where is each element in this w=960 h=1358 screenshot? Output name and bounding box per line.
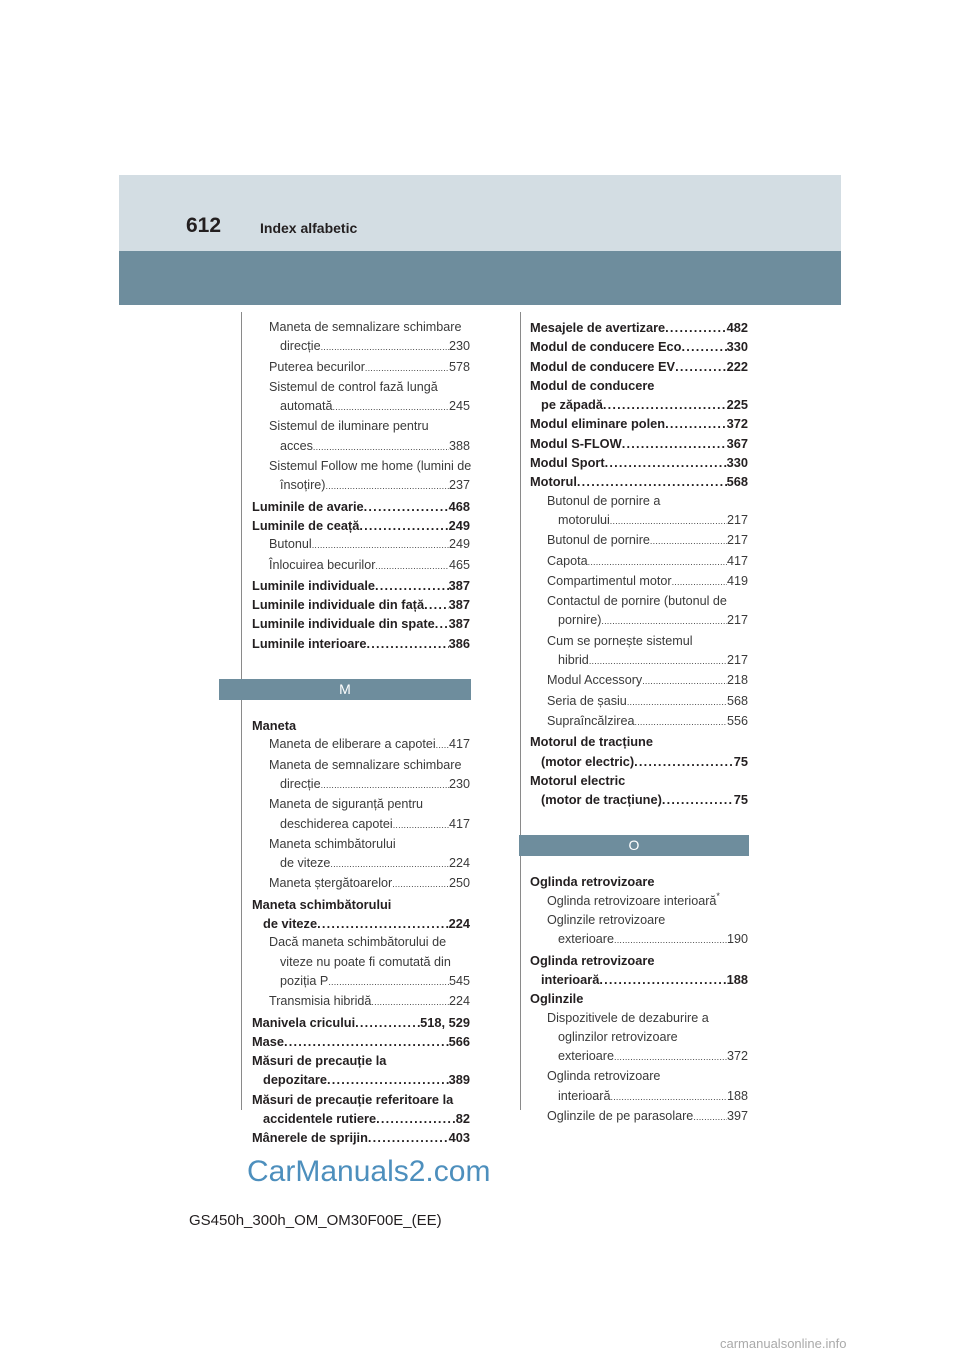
entry-text: Maneta ștergătoarelor (269, 876, 393, 891)
entry-text: pornire) (558, 613, 602, 628)
index-entry (252, 576, 470, 595)
index-entry (530, 1009, 748, 1068)
entry-text: (motor electric) (541, 753, 635, 769)
index-entry (252, 535, 470, 555)
entry-text: Compartimentul motor (547, 573, 672, 588)
dot-leader (601, 611, 727, 631)
index-entry (530, 712, 748, 732)
dot-leader (603, 395, 727, 414)
dot-leader (424, 595, 449, 614)
page-ref[interactable]: 403 (448, 1130, 470, 1146)
entry-text: Luminile individuale din față (252, 597, 425, 613)
index-entry (252, 595, 470, 614)
entry-text: Maneta de eliberare a capotei (269, 737, 436, 752)
entry-text: deschiderea capotei (280, 816, 393, 831)
page-ref[interactable]: 330 (726, 339, 748, 355)
page-ref[interactable]: 188 (726, 1088, 748, 1103)
index-entry (530, 771, 748, 810)
entry-text: Modul Sport (530, 455, 605, 471)
entry-text: Măsuri de precauție la (252, 1053, 387, 1069)
index-entry (252, 895, 470, 934)
entry-text: exterioare (558, 1049, 615, 1064)
entry-text: Oglinda retrovizoare (530, 952, 655, 968)
index-entry (252, 1032, 470, 1051)
index-list-l (252, 318, 470, 653)
index-entry (530, 632, 748, 672)
index-entry (252, 874, 470, 894)
dot-leader (436, 735, 449, 755)
index-entry (530, 434, 748, 453)
dot-leader (367, 634, 449, 653)
page-ref[interactable]: 224 (448, 856, 470, 871)
dot-leader (312, 535, 449, 555)
page-number: 612 (186, 214, 222, 237)
entry-text: exterioare (558, 932, 615, 947)
index-entry (530, 472, 748, 491)
dot-leader (642, 671, 727, 691)
entry-text: Măsuri de precauție referitoare la (252, 1091, 454, 1107)
page-ref[interactable]: 218 (726, 673, 748, 688)
entry-text: automată (280, 399, 333, 414)
entry-text: Luminile interioare (252, 635, 367, 651)
entry-text: pe zăpadă (541, 397, 603, 413)
entry-text: direcție (280, 776, 321, 791)
page-ref[interactable]: 249 (448, 537, 470, 552)
index-entry (252, 457, 470, 497)
entry-text: Motorul electric (530, 772, 626, 788)
entry-text: interioară (541, 971, 600, 987)
dot-leader (614, 1047, 727, 1067)
entry-text: de viteze (263, 916, 318, 932)
entry-text: Modul de conducere (530, 377, 655, 393)
page-ref[interactable]: 545 (448, 973, 470, 988)
dot-leader (599, 970, 726, 989)
index-entry (252, 516, 470, 535)
entry-text: Mase (252, 1033, 285, 1049)
entry-text: Butonul de pornire (547, 533, 650, 548)
site-watermark: carmanualsonline.info (720, 1336, 847, 1351)
index-entry (530, 592, 748, 632)
letter-heading-m: M (219, 679, 471, 700)
entry-text: Dispozitivele de dezaburire a (547, 1010, 709, 1025)
entry-text: accidentele rutiere (263, 1110, 377, 1126)
dot-leader (681, 337, 726, 356)
dot-leader (317, 914, 449, 933)
dot-leader (634, 752, 734, 771)
index-entry (530, 572, 748, 592)
dot-leader (589, 651, 727, 671)
entry-text: Modul de conducere EV (530, 358, 676, 374)
entry-text: Contactul de pornire (butonul de (547, 594, 727, 609)
entry-text: motorului (558, 512, 610, 527)
index-entry (530, 531, 748, 551)
entry-text: depozitare (263, 1072, 327, 1088)
entry-text: Butonul (269, 537, 312, 552)
index-entry (252, 992, 470, 1012)
entry-text: Sistemul Follow me home (lumini de (269, 459, 472, 474)
dot-leader (365, 358, 449, 378)
entry-text: Seria de șasiu (547, 693, 627, 708)
entry-text: Oglinzile (530, 991, 584, 1007)
entry-text: Sistemul de control fază lungă (269, 379, 438, 394)
dot-leader (605, 453, 727, 472)
page-ref[interactable]: 372 (726, 416, 748, 432)
index-entry (252, 735, 470, 755)
dot-leader (321, 775, 449, 795)
index-entry (252, 756, 470, 796)
dot-leader (326, 476, 449, 496)
entry-text: hibrid (558, 653, 589, 668)
entry-text: Maneta schimbătorului (252, 896, 392, 912)
entry-text: direcție (280, 339, 321, 354)
page-ref[interactable]: 224 (448, 916, 470, 932)
index-entry (530, 453, 748, 472)
index-entry (530, 872, 748, 891)
entry-text: Luminile de avarie (252, 498, 364, 514)
entry-text: Cum se pornește sistemul (547, 633, 693, 648)
dot-leader (665, 318, 726, 337)
page-ref[interactable]: 417 (726, 553, 748, 568)
entry-text: Motorul de tracțiune (530, 734, 653, 750)
index-entry (530, 492, 748, 532)
index-list-m (252, 716, 470, 1148)
dot-leader (577, 472, 727, 491)
entry-text: Luminile individuale din spate (252, 616, 435, 632)
entry-text: poziția P (280, 973, 329, 988)
dot-leader (693, 1107, 727, 1127)
dot-leader (284, 1032, 449, 1051)
entry-text: Oglinda retrovizoare (547, 1069, 661, 1084)
entry-text: Modul de conducere Eco (530, 339, 682, 355)
page-ref[interactable]: 230 (448, 339, 470, 354)
page-ref[interactable]: 330 (726, 455, 748, 471)
index-column-right (530, 318, 748, 1127)
page-ref[interactable]: 387 (448, 616, 470, 632)
dot-leader (321, 337, 449, 357)
page-ref[interactable]: 388 (448, 438, 470, 453)
entry-text: însoțire) (280, 478, 326, 493)
index-entry (252, 497, 470, 516)
dot-leader (327, 1070, 449, 1089)
index-list-o (530, 872, 748, 1127)
entry-text: Transmisia hibridă (269, 994, 372, 1009)
dot-leader (665, 414, 727, 433)
entry-text: Oglinda retrovizoare (530, 874, 655, 890)
index-entry (252, 318, 470, 358)
dot-leader (330, 854, 449, 874)
page-ref[interactable]: 387 (448, 577, 470, 593)
page-ref[interactable]: 222 (726, 358, 748, 374)
page-ref[interactable]: 217 (726, 613, 748, 628)
entry-text: Înlocuirea becurilor (269, 557, 376, 572)
entry-text: Modul Accessory (547, 673, 643, 688)
entry-text: Dacă maneta schimbătorului de (269, 935, 447, 950)
index-column-left (252, 318, 470, 1148)
dot-leader (635, 712, 727, 732)
index-entry (252, 835, 470, 875)
index-entry (530, 692, 748, 712)
page-ref[interactable]: 237 (448, 478, 470, 493)
page-ref[interactable]: 245 (448, 399, 470, 414)
index-entry (530, 892, 748, 911)
entry-text: Supraîncălzirea (547, 713, 635, 728)
entry-text: Oglinda retrovizoare interioară* (547, 890, 720, 908)
page-ref[interactable]: 389 (448, 1072, 470, 1088)
index-entry (530, 989, 748, 1008)
dot-leader (333, 397, 449, 417)
entry-text: interioară (558, 1088, 611, 1103)
index-entry (530, 318, 748, 337)
index-entry (530, 414, 748, 433)
index-entry (530, 552, 748, 572)
dot-leader (375, 556, 449, 576)
watermark: CarManuals2.com (247, 1155, 491, 1188)
dot-leader (392, 874, 449, 894)
page-ref[interactable]: 188 (726, 971, 748, 987)
page-ref[interactable]: 75 (733, 792, 748, 808)
page-ref[interactable]: 417 (448, 816, 470, 831)
index-entry (252, 716, 470, 735)
section-title: Index alfabetic (260, 220, 358, 236)
entry-text: (motor de tracțiune) (541, 792, 662, 808)
page-ref[interactable]: 419 (726, 573, 748, 588)
dot-leader (328, 972, 449, 992)
entry-text: Butonul de pornire a (547, 493, 661, 508)
dot-leader (393, 815, 449, 835)
index-list-mo (530, 318, 748, 809)
index-entry (252, 358, 470, 378)
page-ref[interactable]: 217 (726, 512, 748, 527)
page-ref[interactable]: 230 (448, 776, 470, 791)
dot-leader (662, 790, 734, 809)
index-entry (252, 634, 470, 653)
entry-text: Sistemul de iluminare pentru (269, 419, 429, 434)
dot-leader (622, 434, 727, 453)
entry-text: oglinzilor retrovizoare (558, 1029, 678, 1044)
dot-leader (611, 1087, 727, 1107)
page-ref[interactable]: 568 (726, 693, 748, 708)
index-entry (252, 1013, 470, 1032)
entry-text: Maneta de semnalizare schimbare (269, 320, 462, 334)
index-entry (252, 614, 470, 633)
header-background (119, 175, 841, 251)
dot-leader (375, 576, 449, 595)
index-entry (252, 1090, 470, 1129)
entry-text: Luminile de ceață (252, 517, 360, 533)
entry-text: Manivela cricului (252, 1014, 356, 1030)
index-entry (252, 933, 470, 992)
page-ref[interactable]: 568 (726, 474, 748, 490)
dot-leader (368, 1128, 449, 1147)
dot-leader (614, 930, 727, 950)
dot-leader (313, 437, 449, 457)
right-column-rule (520, 312, 521, 1110)
index-entry (252, 1051, 470, 1090)
dot-leader (672, 572, 727, 592)
entry-text: Maneta de semnalizare schimbare (269, 757, 462, 772)
index-entry (252, 1128, 470, 1147)
entry-text: acces (280, 438, 313, 453)
page-ref[interactable]: 250 (448, 876, 470, 891)
index-entry (530, 671, 748, 691)
page-ref[interactable]: 387 (448, 597, 470, 613)
page-ref[interactable]: 482 (726, 320, 748, 335)
dot-leader (376, 1109, 456, 1128)
entry-text: Capota (547, 553, 588, 568)
entry-text: Motorul (530, 474, 577, 490)
page-ref[interactable]: 249 (448, 517, 470, 533)
header-band (119, 251, 841, 305)
entry-text: Maneta de siguranță pentru (269, 797, 424, 812)
page-ref[interactable]: 224 (448, 994, 470, 1009)
index-entry (530, 376, 748, 415)
page-ref[interactable]: 578 (448, 359, 470, 374)
footer-code: GS450h_300h_OM_OM30F00E_(EE) (189, 1212, 442, 1229)
page-ref[interactable]: 225 (726, 397, 748, 413)
page-ref[interactable]: 372 (726, 1049, 748, 1064)
page-ref[interactable]: 82 (455, 1110, 470, 1126)
left-column-rule (241, 312, 242, 1110)
page-ref[interactable]: 386 (448, 635, 470, 651)
dot-leader (610, 511, 727, 531)
index-entry (530, 951, 748, 990)
page-ref[interactable]: 518, 529 (420, 1014, 470, 1030)
dot-leader (359, 516, 448, 535)
dot-leader (650, 531, 727, 551)
letter-heading-o: O (519, 835, 749, 856)
page-ref[interactable]: 397 (726, 1108, 748, 1123)
entry-text: Oglinzile retrovizoare (547, 913, 666, 928)
index-entry (530, 732, 748, 771)
index-entry (252, 378, 470, 418)
entry-text: Mânerele de sprijin (252, 1130, 368, 1146)
page-ref[interactable]: 75 (733, 753, 748, 769)
entry-text: Oglinzile de pe parasolare (547, 1108, 694, 1123)
dot-leader (435, 614, 449, 633)
index-entry (252, 795, 470, 835)
page-ref[interactable]: 367 (726, 435, 748, 451)
entry-text: Maneta (252, 718, 297, 734)
index-entry (530, 1107, 748, 1127)
page-ref[interactable]: 217 (726, 533, 748, 548)
entry-text: Luminile individuale (252, 577, 376, 593)
dot-leader (371, 992, 449, 1012)
entry-text: Puterea becurilor (269, 359, 365, 374)
entry-text: de viteze (280, 856, 331, 871)
dot-leader (627, 692, 727, 712)
page-ref[interactable]: 417 (448, 737, 470, 752)
dot-leader (364, 497, 449, 516)
entry-text: Mesajele de avertizare (530, 320, 666, 335)
page-ref[interactable]: 465 (448, 557, 470, 572)
index-entry (252, 556, 470, 576)
index-entry (530, 357, 748, 376)
index-entry (530, 337, 748, 356)
dot-leader (675, 357, 727, 376)
page-ref[interactable]: 190 (726, 932, 748, 947)
page-ref[interactable]: 556 (726, 713, 748, 728)
dot-leader (588, 552, 727, 572)
page-ref[interactable]: 217 (726, 653, 748, 668)
index-entry (252, 417, 470, 457)
index-entry (530, 1067, 748, 1107)
dot-leader (355, 1013, 420, 1032)
entry-text: Modul eliminare polen (530, 416, 666, 432)
index-entry (530, 911, 748, 951)
entry-text: viteze nu poate fi comutată din (280, 954, 451, 969)
page-ref[interactable]: 566 (448, 1033, 470, 1049)
entry-text: Maneta schimbătorului (269, 836, 396, 851)
page-ref[interactable]: 468 (448, 498, 470, 514)
entry-text: Modul S-FLOW (530, 435, 622, 451)
